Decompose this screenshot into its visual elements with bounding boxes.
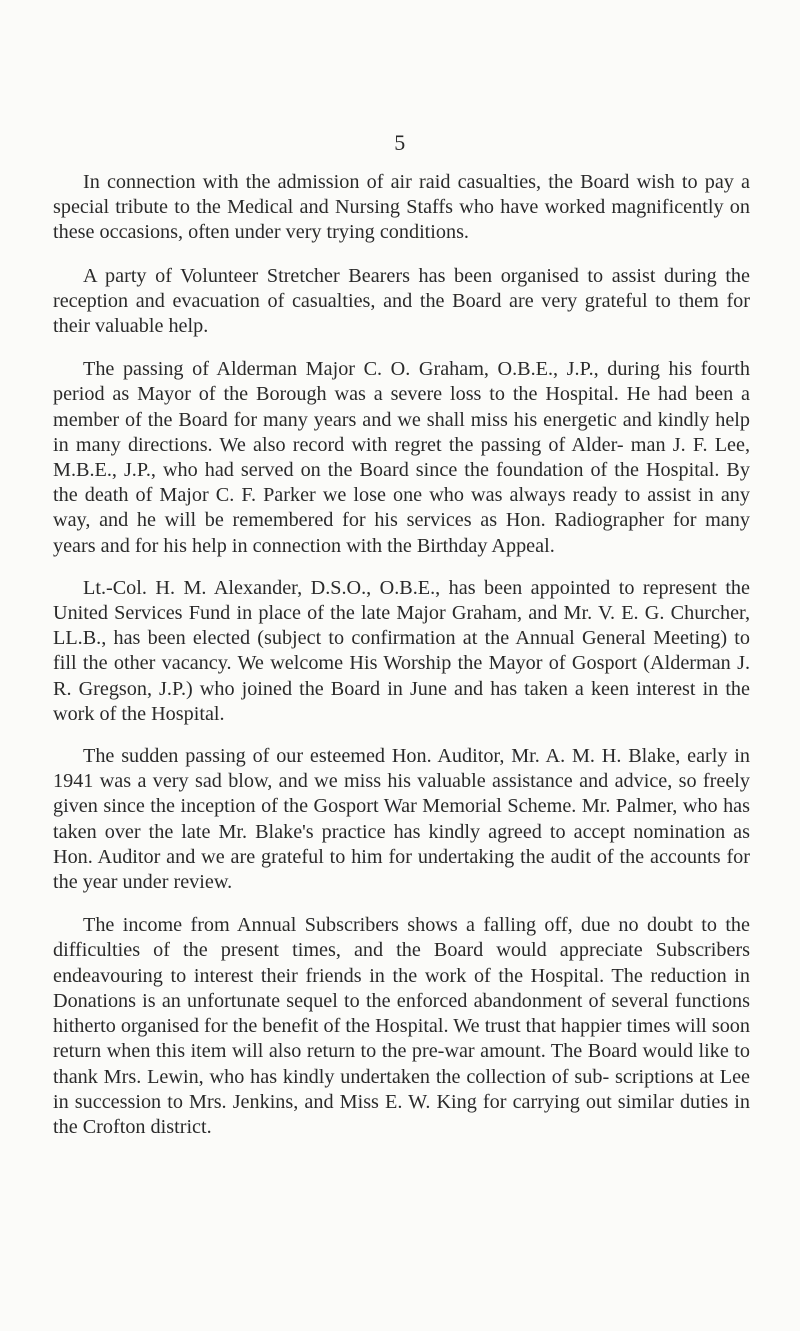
paragraph-obituaries: The passing of Alderman Major C. O. Graham, O.B.E., J.P., during his fourth period as Mayor of the Borough was a severe loss to the Hospital. He had been a member of the Board for many years and we shall miss his energetic and kindly help in many directions. We also record with regret the passing of Alder- man J. F. Lee, M.B.E., J.P., who had served on the Board since the foundation of the Hospital. By the death of Major C. F. Parker we lose one who was always ready to assist in any way, and he will be remembered for his services as Hon. Radiographer for many years and for his help in connection with the Birthday Appeal.	[53, 358, 750, 557]
paragraph-air-raid-casualties: In connection with the admission of air raid casualties, the Board wish to pay a special tribute to the Medical and Nursing Staffs who have worked magnificently on these occasions, often under very trying conditions.	[53, 171, 750, 244]
paragraph-stretcher-bearers: A party of Volunteer Stretcher Bearers has been organised to assist during the reception and evacuation of casualties, and the Board are very grateful to them for their valuable help.	[53, 264, 750, 338]
paragraph-subscribers-income: The income from Annual Subscribers shows a falling off, due no doubt to the difficulties of the present times, and the Board would appreciate Subscribers endeavouring to interest their friends in the work of the Hospital. The reduction in Donations is an unfortunate sequel to the enforced abandonment of several functions hitherto organised for the benefit of the Hospital. We trust that happier times will soon return when this item will also return to the pre-war amount. The Board would like to thank Mrs. Lewin, who has kindly undertaken the collection of sub- scriptions at Lee in succession to Mrs. Jenkins, and Miss E. W. King for carrying out similar duties in the Crofton district.	[53, 914, 750, 1138]
paragraph-hon-auditor: The sudden passing of our esteemed Hon. Auditor, Mr. A. M. H. Blake, early in 1941 was a very sad blow, and we miss his valuable assistance and advice, so freely given since the inception of the Gosport War Memorial Scheme. Mr. Palmer, who has taken over the late Mr. Blake's practice has kindly agreed to accept nomination as Hon. Auditor and we are grateful to him for undertaking the audit of the accounts for the year under review.	[53, 745, 750, 894]
body-text	[53, 170, 750, 1158]
paragraph-board-appointments: Lt.-Col. H. M. Alexander, D.S.O., O.B.E., has been appointed to represent the United Services Fund in place of the late Major Graham, and Mr. V. E. G. Churcher, LL.B., has been elected (subject to confirmation at the Annual General Meeting) to fill the other vacancy. We welcome His Worship the Mayor of Gosport (Alderman J. R. Gregson, J.P.) who joined the Board in June and has taken a keen interest in the work of the Hospital.	[53, 576, 750, 725]
page-number: 5	[394, 130, 406, 155]
